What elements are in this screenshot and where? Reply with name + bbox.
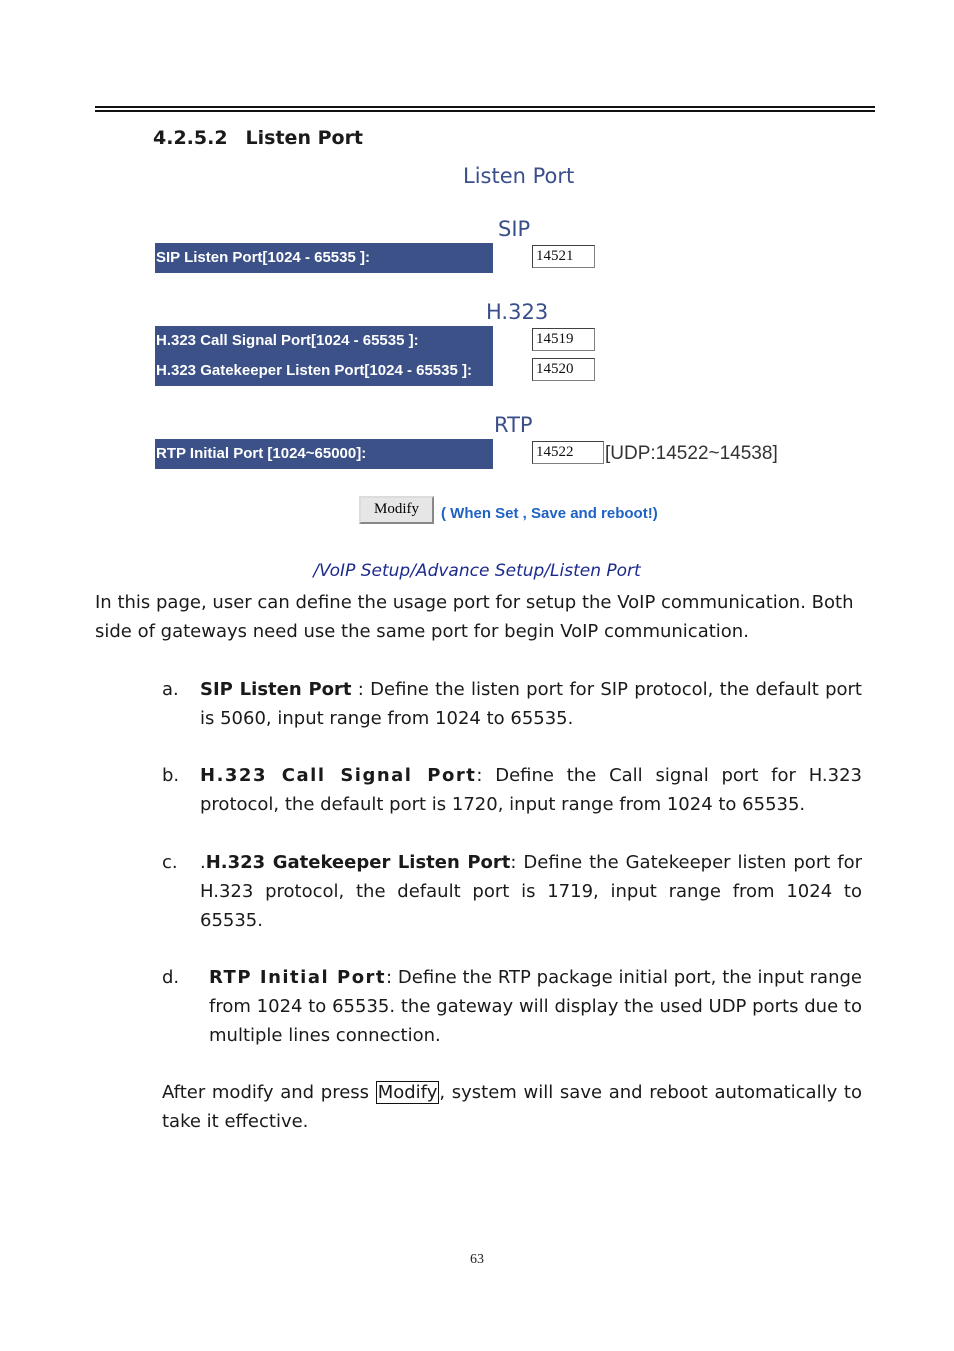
sip-listen-port-label: SIP Listen Port[1024 - 65535 ]: bbox=[156, 249, 370, 266]
page-number: 63 bbox=[470, 1252, 484, 1267]
list-item-text: : Define the listen port for SIP protocol, the default port is 5060, input range from 1024 to 65535. bbox=[200, 679, 862, 729]
list-item-text: : Define the Call signal port for H.323 protocol, the default port is 1720, input range from 1024 to 65535. bbox=[200, 765, 862, 815]
list-item bbox=[162, 761, 862, 819]
sip-label-bar bbox=[155, 243, 493, 273]
intro-paragraph: In this page, user can define the usage port for setup the VoIP communication. Both side of gateways need use the same port for begin VoIP communication. bbox=[95, 592, 854, 642]
closing-paragraph bbox=[162, 1078, 862, 1136]
panel-title: Listen Port bbox=[463, 164, 575, 188]
figure-caption: /VoIP Setup/Advance Setup/Listen Port bbox=[313, 561, 641, 581]
section-title: Listen Port bbox=[245, 127, 364, 149]
section-number: 4.2.5.2 bbox=[153, 127, 228, 149]
h323-call-signal-port-input[interactable]: 14519 bbox=[532, 328, 595, 351]
list-item-term: H.323 Call Signal Port bbox=[200, 765, 477, 786]
sip-listen-port-input[interactable]: 14521 bbox=[532, 245, 595, 268]
header-rule-top bbox=[95, 106, 875, 108]
list-item bbox=[162, 963, 862, 1050]
h323-label-bar bbox=[155, 326, 493, 386]
rtp-initial-port-input[interactable]: 14522 bbox=[532, 441, 604, 464]
closing-text-before: After modify and press bbox=[162, 1082, 376, 1103]
list-item-term: H.323 Gatekeeper Listen Port bbox=[205, 852, 511, 873]
sip-group-heading: SIP bbox=[498, 217, 531, 241]
h323-gatekeeper-listen-port-label: H.323 Gatekeeper Listen Port[1024 - 65535 ]: bbox=[156, 362, 472, 379]
list-item-prefix: . bbox=[200, 852, 206, 873]
h323-group-heading: H.323 bbox=[486, 300, 549, 324]
list-item-term: SIP Listen Port bbox=[200, 679, 352, 700]
h323-call-signal-port-label: H.323 Call Signal Port[1024 - 65535 ]: bbox=[156, 332, 419, 349]
list-item-text: : Define the RTP package initial port, the input range from 1024 to 65535. the gateway will display the used UDP ports due to multiple lines connection. bbox=[209, 967, 862, 1046]
rtp-group-heading: RTP bbox=[494, 413, 533, 437]
rtp-udp-range-note: [UDP:14522~14538] bbox=[605, 443, 778, 464]
modify-note: ( When Set , Save and reboot!) bbox=[441, 505, 658, 522]
header-rule-bottom bbox=[95, 110, 875, 112]
modify-inline-button: Modify bbox=[377, 1082, 438, 1103]
h323-gatekeeper-listen-port-input[interactable]: 14520 bbox=[532, 358, 595, 381]
list-item-text: : Define the Gatekeeper listen port for H.323 protocol, the default port is 1719, input range from 1024 to 65535. bbox=[200, 852, 862, 931]
list-item bbox=[162, 848, 862, 935]
modify-button[interactable]: Modify bbox=[359, 496, 434, 524]
list-item-letter: d. bbox=[162, 967, 180, 988]
rtp-initial-port-label: RTP Initial Port [1024~65000]: bbox=[156, 445, 367, 462]
list-item-letter: c. bbox=[162, 852, 178, 873]
list-item-letter: a. bbox=[162, 679, 179, 700]
closing-text-after: , system will save and reboot automatically to take it effective. bbox=[162, 1082, 862, 1132]
list-item-letter: b. bbox=[162, 765, 180, 786]
list-item-term: RTP Initial Port bbox=[209, 967, 387, 988]
list-item bbox=[162, 675, 862, 733]
rtp-label-bar bbox=[155, 439, 493, 469]
section-heading bbox=[153, 127, 363, 149]
